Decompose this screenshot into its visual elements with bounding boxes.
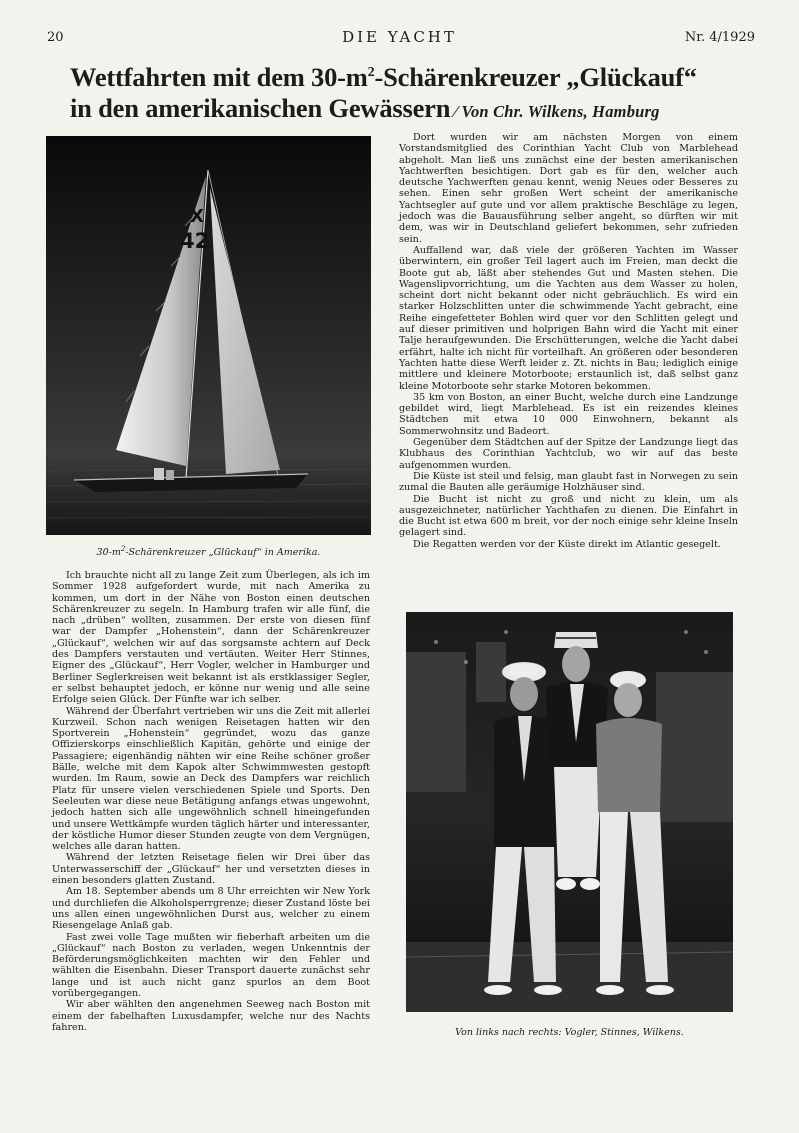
paragraph: Gegenüber dem Städtchen auf der Spitze der Landzunge liegt das Klubhaus des Corinthian Yachtclub, wo wir auf das beste aufgenommen wurden.	[399, 437, 738, 471]
caption-superscript: 2	[120, 545, 126, 553]
paragraph: Wir aber wählten den angenehmen Seeweg nach Boston mit einem der fabelhaften Luxusdampfer, welche nur des Nachts fahren.	[52, 999, 370, 1033]
right-column	[399, 132, 738, 550]
paragraph: Die Küste ist steil und felsig, man glaubt fast in Norwegen zu sein zumal die Bauten alle geräumige Holzhäuser sind.	[399, 470, 738, 494]
article-title-line1	[70, 62, 697, 92]
left-column	[52, 570, 370, 1033]
paragraph: Fast zwei volle Tage mußten wir fieberhaft arbeiten um die „Glückauf“ nach Boston zu verladen, wegen Unkenntnis der Beförderungsmöglichkeiten machten wir den Fehler und wählten die Eisenbahn. Dieser Transport dauerte zunächst sehr lange und ist auch nicht ganz spurlos an dem Boot vorübergegangen.	[52, 931, 370, 999]
crew-photo	[406, 612, 733, 1012]
byline: ⁄ Von Chr. Wilkens, Hamburg	[454, 102, 660, 121]
paragraph: Die Regatten werden vor der Küste direkt im Atlantic gesegelt.	[413, 538, 721, 550]
caption-part-a: 30-m	[96, 547, 121, 559]
title-line2-text: in den amerikanischen Gewässern	[70, 93, 451, 123]
paragraph: 35 km von Boston, an einer Bucht, welche durch eine Landzunge gebildet wird, liegt Marblehead. Es ist ein reizendes kleines Städtchen mit etwa 10 000 Einwohnern, bekannt als Sommerwohnsitz und Badeort.	[399, 391, 738, 437]
crew-caption: Von links nach rechts: Vogler, Stinnes, Wilkens.	[455, 1027, 684, 1038]
sailboat-caption	[46, 545, 371, 558]
paragraph: Während der letzten Reisetage fielen wir Drei über das Unterwasserschiff der „Glückauf“ her und versetzten dieses in einen besonders glatten Zustand.	[52, 852, 370, 887]
page-number: 20	[47, 30, 64, 45]
paragraph: Während der Überfahrt vertrieben wir uns die Zeit mit allerlei Kurzweil. Schon nach wenigen Reisetagen hatten wir den Sportverein „Hohenstein“ gegründet, wozu das ganze Offizierskorps einschließlich Kapitän, gehörte und einige der Passagiere; eigenhändig nähten wir eine Reihe schöner großer Bälle, welche mit dem Kapok alter Schwimmwesten gestopft wurden. Im Raum, sowie an Deck des Dampfers war reichlich Platz für unsere vielen verschiedenen Spiele und Sports. Den Seeleuten war diese neue Betätigung anfangs etwas ungewohnt, jedoch hatten sich alle ungewöhnlich schnell hineingefunden und unsere Wettkämpfe wurden täglich härter und interessanter, der köstliche Humor dieser Stunden zeugte von dem Vergnügen, welches alle daran hatten.	[52, 705, 370, 853]
title-part-a: Wettfahrten mit dem 30-m	[70, 62, 368, 92]
title-part-b: -Schärenkreuzer „Glückauf“	[374, 62, 697, 92]
paragraph: Die Bucht ist nicht zu groß und nicht zu klein, um als ausgezeichneter, natürlicher Yachthafen zu dienen. Die Einfahrt in die Bucht ist etwa 600 m breit, vor der noch einige sehr kleine Inseln gelagert sind.	[399, 493, 738, 539]
sailboat-photo	[46, 136, 371, 535]
sail-letter: X	[190, 206, 204, 227]
paragraph: Auffallend war, daß viele der größeren Yachten im Wasser überwintern, ein großer Teil lagert auch im Freien, man deckt die Boote gut ab, läßt aber stehendes Gut und Masten stehen. Die Wagenslipvorrichtung, um die Yachten aus dem Wasser zu holen, scheint dort nicht bekannt oder nicht gebräuchlich. Es wird ein starker Holzschlitten unter die schwimmende Yacht gebracht, eine Reihe eingefetteter Bohlen wird quer vor den Schlitten gelegt und auf dieser primitiven und holprigen Bahn wird die Yacht mit einer Talje heraufgewunden. Die Erschütterungen, welche die Yacht dabei erfährt, halte ich nicht für vorteilhaft. An größeren oder besonderen Yachten hatte diese Werft leider z. Zt. nichts in Bau; lediglich einige mittlere und kleinere Motorboote; erstaunlich ist, daß selbst ganz kleine Motorboote sehr starke Motoren bekommen.	[399, 244, 738, 392]
sail-number: 42	[180, 229, 210, 253]
title-superscript: 2	[367, 65, 375, 81]
article-title-line2	[70, 93, 660, 127]
paragraph: Am 18. September abends um 8 Uhr erreichten wir New York und durchliefen die Alkoholsperrgrenze; dieser Zustand löste bei uns allen einen ungewöhnlichen Durst aus, welcher zu einem Riesengelage Anlaß gab.	[52, 886, 370, 932]
magazine-title: DIE YACHT	[342, 28, 457, 46]
paragraph: Ich brauchte nicht all zu lange Zeit zum Überlegen, als ich im Sommer 1928 aufgefordert wurde, mit nach Amerika zu kommen, um dort in der Nähe von Boston einen deutschen Schärenkreuzer zu segeln. In Hamburg trafen wir alle fünf, die nach „drüben“ wollten, zusammen. Der erste von diesen fünf war der Dampfer „Hohenstein“, dann der Schärenkreuzer „Glückauf“, welchen wir auf das sorgsamste achtern auf Deck des Dampfers verstauten und vertäuten. Weiter Herr Stinnes, Eigner des „Glückauf“, Herr Vogler, welcher in Hamburger und Berliner Seglerkreisen weit bekannt ist als erstklassiger Segler, er selbst behauptet jedoch, er könne nur wenig und alle seine Erfolge seien Glück. Der Fünfte war ich selber.	[52, 570, 370, 706]
issue-number: Nr. 4/1929	[684, 30, 755, 45]
caption-part-b: -Schärenkreuzer „Glückauf“ in Amerika.	[125, 547, 321, 559]
paragraph: Dort wurden wir am nächsten Morgen von einem Vorstandsmitglied des Corinthian Yacht Club von Marblehead abgeholt. Man ließ uns zunächst eine der besten amerikanischen Yachtwerften besichtigen. Dort gab es für den, welcher auch deutsche Yachwerften genau kennt, wenig Neues oder Besseres zu sehen. Einen sehr großen Wert scheint der amerikanische Yachtsegler auf gute und vor allem praktische Beschläge zu legen, jedoch was die Bauausführung selber angeht, so dürften wir mit dem, was wir in Deutschland geliefert bekommen, sehr zufrieden sein.	[399, 132, 738, 245]
